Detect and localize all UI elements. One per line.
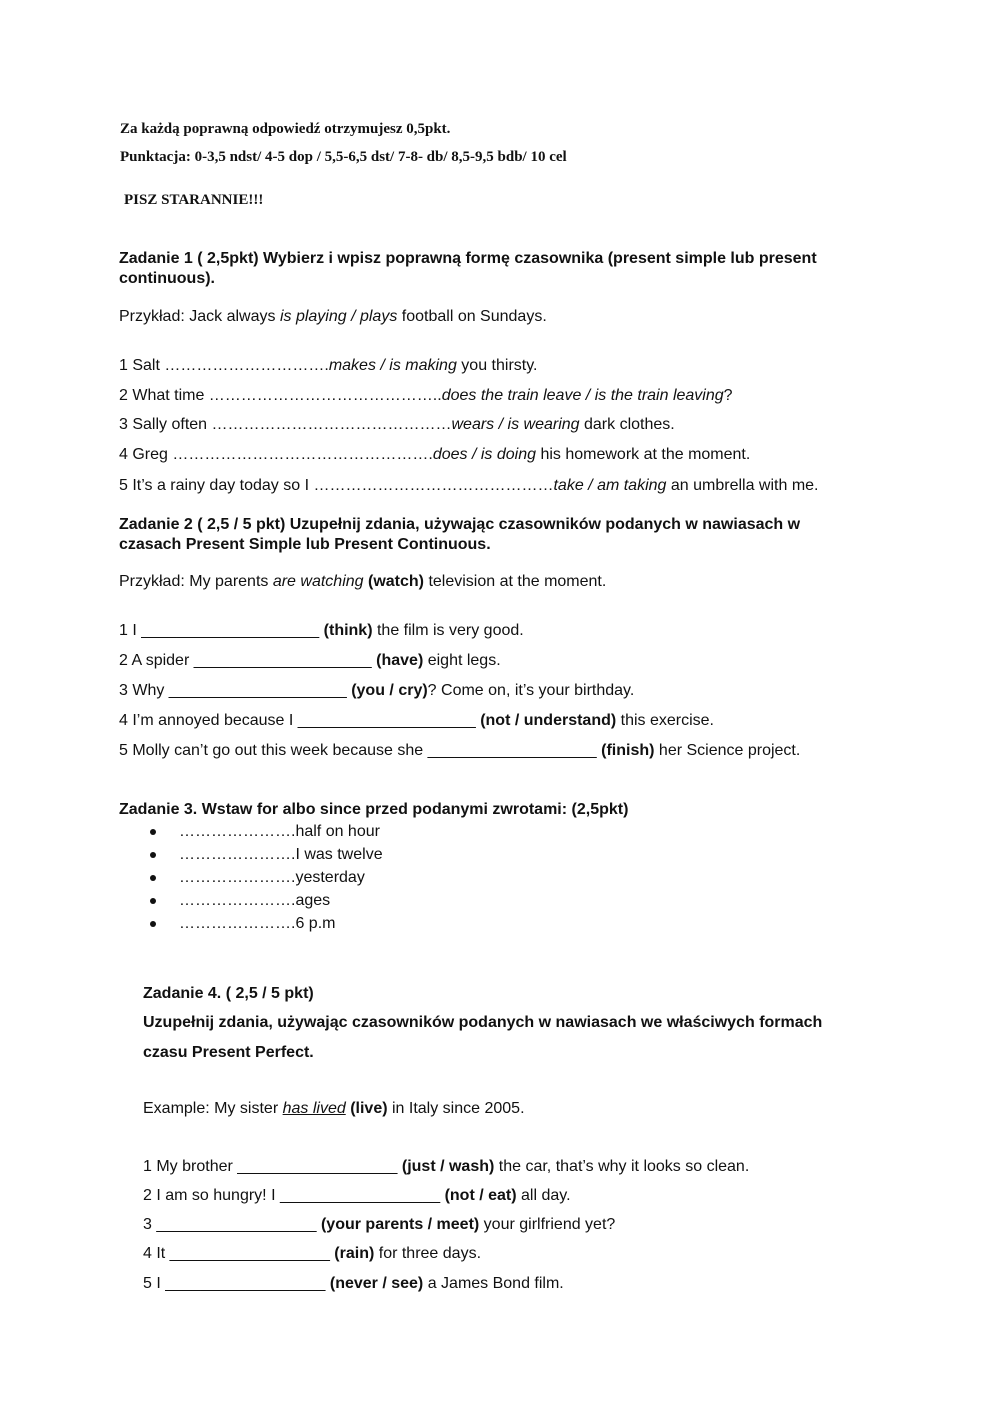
task2-item[interactable]: 4 I’m annoyed because I ____________________ (not / understand) this exercise. [119, 712, 714, 729]
task2-example: Przykład: My parents are watching (watch) television at the moment. [119, 573, 607, 590]
task3-item[interactable]: ………………….6 p.m [179, 915, 336, 932]
task4-example: Example: My sister has lived (live) in Italy since 2005. [143, 1100, 525, 1117]
task3-item[interactable]: ………………….I was twelve [179, 846, 383, 863]
task2-title-line1: Zadanie 2 ( 2,5 / 5 pkt) Uzupełnij zdania, używając czasowników podanych w nawiasach w [119, 516, 801, 533]
bullet [150, 875, 156, 881]
task2-item[interactable]: 3 Why ____________________ (you / cry)? Come on, it’s your birthday. [119, 682, 635, 699]
task4-instruction-line1: Uzupełnij zdania, używając czasowników podanych w nawiasach we właściwych formach [143, 1014, 823, 1031]
task1-item[interactable]: 5 It’s a rainy day today so I ………………………………………take / am taking an umbrella with me. [119, 477, 819, 494]
task1-item[interactable]: 3 Sally often ………………………………………wears / is wearing dark clothes. [119, 416, 675, 433]
task2-title-line2: czasach Present Simple lub Present Continuous. [119, 536, 491, 553]
write-carefully-note: PISZ STARANNIE!!! [124, 192, 264, 208]
task1-item[interactable]: 2 What time ……………………………………..does the train leave / is the train leaving? [119, 387, 733, 404]
task1-title-line2: continuous). [119, 270, 215, 287]
task1-example: Przykład: Jack always is playing / plays football on Sundays. [119, 308, 547, 325]
bullet [150, 829, 156, 835]
task3-item[interactable]: ………………….ages [179, 892, 331, 909]
task2-item[interactable]: 1 I ____________________ (think) the film is very good. [119, 622, 524, 639]
task1-item[interactable]: 1 Salt ………………………….makes / is making you thirsty. [119, 357, 538, 374]
task1-item[interactable]: 4 Greg ………………………………………….does / is doing his homework at the moment. [119, 446, 751, 463]
task4-item[interactable]: 3 __________________ (your parents / meet) your girlfriend yet? [143, 1216, 616, 1233]
task4-item[interactable]: 1 My brother __________________ (just / wash) the car, that’s why it looks so clean. [143, 1158, 750, 1175]
task4-item[interactable]: 4 It __________________ (rain) for three days. [143, 1245, 482, 1262]
task4-item[interactable]: 5 I __________________ (never / see) a James Bond film. [143, 1275, 564, 1292]
bullet [150, 898, 156, 904]
bullet [150, 852, 156, 858]
task2-item[interactable]: 2 A spider ____________________ (have) eight legs. [119, 652, 501, 669]
scoring-note: Za każdą poprawną odpowiedź otrzymujesz 0,5pkt. [120, 121, 451, 137]
task4-item[interactable]: 2 I am so hungry! I __________________ (not / eat) all day. [143, 1187, 571, 1204]
task1-title-line1: Zadanie 1 ( 2,5pkt) Wybierz i wpisz poprawną formę czasownika (present simple lub present [119, 250, 817, 267]
task3-item[interactable]: ………………….yesterday [179, 869, 365, 886]
task2-item[interactable]: 5 Molly can’t go out this week because she ___________________ (finish) her Science project. [119, 742, 801, 759]
grading-scale: Punktacja: 0-3,5 ndst/ 4-5 dop / 5,5-6,5 dst/ 7-8- db/ 8,5-9,5 bdb/ 10 cel [120, 149, 567, 165]
bullet [150, 921, 156, 927]
task3-title: Zadanie 3. Wstaw for albo since przed podanymi zwrotami: (2,5pkt) [119, 801, 629, 818]
task3-item[interactable]: ………………….half on hour [179, 823, 380, 840]
task4-title: Zadanie 4. ( 2,5 / 5 pkt) [143, 985, 314, 1002]
task4-instruction-line2: czasu Present Perfect. [143, 1044, 314, 1061]
